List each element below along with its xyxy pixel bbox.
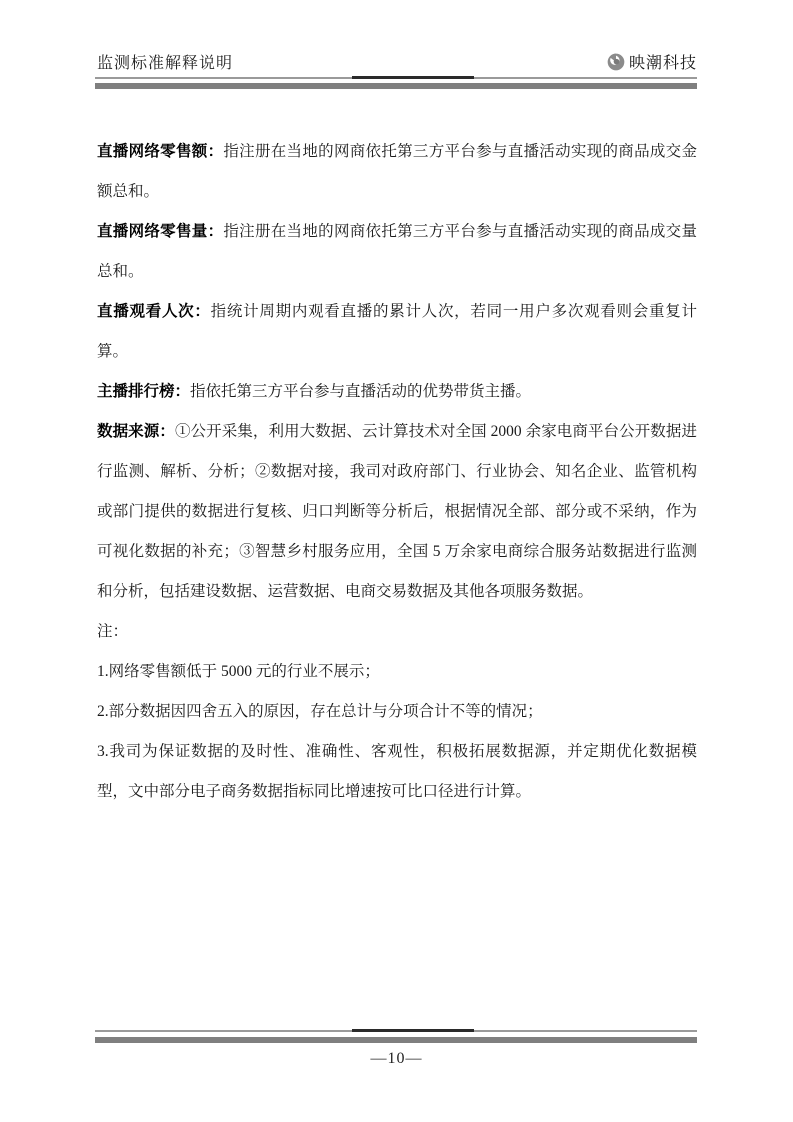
header-thin-rule xyxy=(95,77,697,79)
footer-thin-rule xyxy=(95,1030,697,1032)
note-item: 1.网络零售额低于 5000 元的行业不展示； xyxy=(97,663,380,680)
note-item: 3.我司为保证数据的及时性、准确性、客观性，积极拓展数据源，并定期优化数据模型，文中部分电子商务数据指标同比增速按可比口径进行计算。 xyxy=(97,743,697,800)
notes-label: 注： xyxy=(97,623,129,640)
definition-term: 主播排行榜： xyxy=(97,383,191,400)
header-rule-dark-segment xyxy=(352,76,474,79)
definition-text: 指统计周期内观看直播的累计人次，若同一用户多次观看则会重复计算。 xyxy=(97,303,697,360)
definition-paragraph xyxy=(97,372,697,412)
page-number: —10— xyxy=(370,1050,423,1067)
brand-swirl-logo-icon xyxy=(606,52,626,72)
footer-thick-rule xyxy=(95,1037,697,1043)
definition-text: 指依托第三方平台参与直播活动的优势带货主播。 xyxy=(190,383,532,400)
definition-paragraph xyxy=(97,412,697,612)
brand-name: 映潮科技 xyxy=(628,55,697,72)
document-body xyxy=(97,132,697,812)
definition-paragraph xyxy=(97,292,697,372)
definition-text: 指注册在当地的网商依托第三方平台参与直播活动实现的商品成交量总和。 xyxy=(97,223,697,280)
brand xyxy=(606,50,697,73)
definition-term: 直播观看人次： xyxy=(97,303,211,320)
definition-term: 数据来源： xyxy=(97,423,175,440)
definition-text: 指注册在当地的网商依托第三方平台参与直播活动实现的商品成交金额总和。 xyxy=(97,143,697,200)
definition-term: 直播网络零售量： xyxy=(97,223,224,240)
header-title: 监测标准解释说明 xyxy=(97,55,234,72)
page-header xyxy=(97,50,697,73)
header-thick-rule xyxy=(95,83,697,89)
footer-rule-dark-segment xyxy=(352,1029,474,1032)
definition-paragraph xyxy=(97,212,697,292)
definition-text: ①公开采集，利用大数据、云计算技术对全国 2000 余家电商平台公开数据进行监测、解析、分析；②数据对接，我司对政府部门、行业协会、知名企业、监管机构或部门提供的数据进行复核、归口判断等分析后，根据情况全部、部分或不采纳，作为可视化数据的补充；③智慧乡村服务应用，全国 5 万余家电商综合服务站数据进行监测和分析，包括建设数据、运营数据、电商交易数据及其他各项服务数据。 xyxy=(97,423,697,600)
definition-paragraph xyxy=(97,132,697,212)
definition-term: 直播网络零售额： xyxy=(97,143,224,160)
note-item: 2.部分数据因四舍五入的原因，存在总计与分项合计不等的情况； xyxy=(97,703,543,720)
